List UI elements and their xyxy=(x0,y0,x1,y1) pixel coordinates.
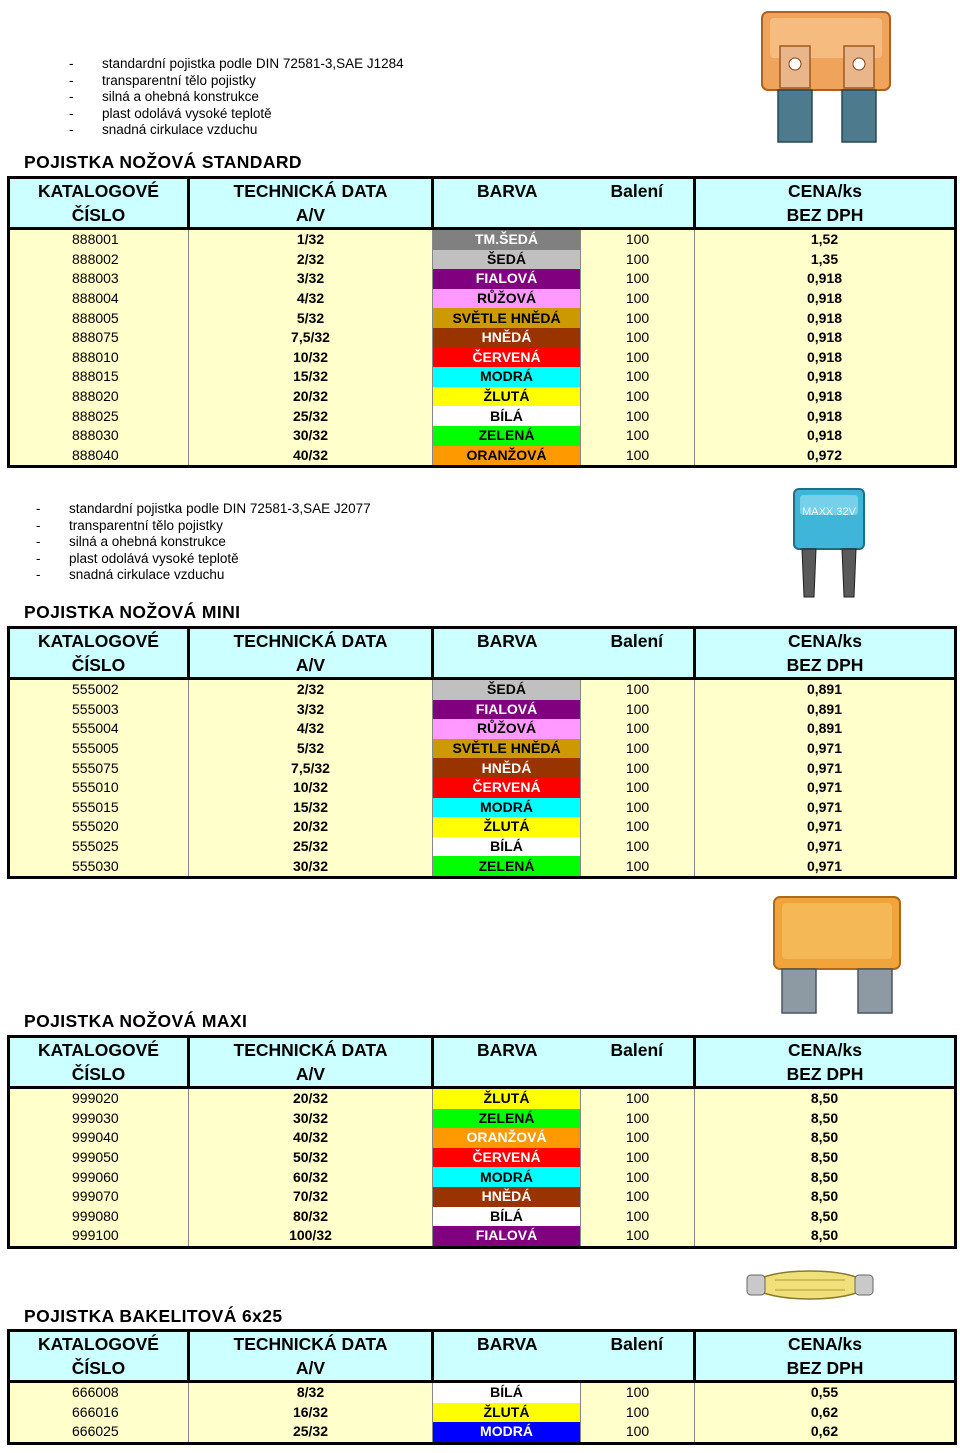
feature-list xyxy=(69,56,404,139)
header-technical: A/V xyxy=(189,1062,433,1088)
packing-cell: 100 xyxy=(581,348,695,368)
header-packing xyxy=(581,1062,695,1088)
catalog-number-cell: 888001 xyxy=(9,229,189,250)
catalog-number-cell: 888003 xyxy=(9,269,189,289)
price-cell: 0,918 xyxy=(695,406,956,426)
header-technical: A/V xyxy=(189,653,433,679)
header-color xyxy=(433,203,581,229)
catalog-number-cell: 555025 xyxy=(9,837,189,857)
color-cell: ČERVENÁ xyxy=(433,348,581,368)
header-catalog: ČÍSLO xyxy=(9,203,189,229)
table-row xyxy=(9,387,956,407)
color-cell: ZELENÁ xyxy=(433,1109,581,1129)
technical-data-cell: 20/32 xyxy=(189,387,433,407)
feature-item: - silná a ohebná konstrukce xyxy=(36,534,371,551)
feature-item: - snadná cirkulace vzduchu xyxy=(69,122,404,139)
color-cell: ŽLUTÁ xyxy=(433,387,581,407)
price-cell: 0,971 xyxy=(695,856,956,877)
technical-data-cell: 60/32 xyxy=(189,1167,433,1187)
header-row xyxy=(9,628,956,654)
price-cell: 8,50 xyxy=(695,1088,956,1109)
table-row xyxy=(9,1422,956,1443)
header-catalog: KATALOGOVÉ xyxy=(9,178,189,204)
header-catalog: KATALOGOVÉ xyxy=(9,628,189,654)
catalog-number-cell: 666008 xyxy=(9,1382,189,1403)
standard-blade-fuse-icon xyxy=(752,6,902,146)
header-row xyxy=(9,1356,956,1382)
header-color xyxy=(433,1356,581,1382)
technical-data-cell: 4/32 xyxy=(189,289,433,309)
catalog-number-cell: 555002 xyxy=(9,679,189,700)
price-cell: 0,891 xyxy=(695,719,956,739)
packing-cell: 100 xyxy=(581,1187,695,1207)
packing-cell: 100 xyxy=(581,856,695,877)
technical-data-cell: 80/32 xyxy=(189,1207,433,1227)
price-cell: 8,50 xyxy=(695,1207,956,1227)
technical-data-cell: 3/32 xyxy=(189,700,433,720)
color-cell: HNĚDÁ xyxy=(433,328,581,348)
packing-cell: 100 xyxy=(581,1148,695,1168)
feature-item: - plast odolává vysoké teplotě xyxy=(36,551,371,568)
color-cell: SVĚTLE HNĚDÁ xyxy=(433,308,581,328)
technical-data-cell: 25/32 xyxy=(189,837,433,857)
color-cell: BÍLÁ xyxy=(433,1207,581,1227)
catalog-number-cell: 888002 xyxy=(9,250,189,270)
feature-item: - standardní pojistka podle DIN 72581-3,SAE J1284 xyxy=(69,56,404,73)
section-title: POJISTKA NOŽOVÁ MAXI xyxy=(24,1011,248,1031)
table-row xyxy=(9,758,956,778)
color-cell: MODRÁ xyxy=(433,798,581,818)
price-cell: 0,971 xyxy=(695,817,956,837)
price-cell: 0,918 xyxy=(695,348,956,368)
packing-cell: 100 xyxy=(581,1128,695,1148)
technical-data-cell: 30/32 xyxy=(189,856,433,877)
header-technical: TECHNICKÁ DATA xyxy=(189,178,433,204)
header-row xyxy=(9,653,956,679)
packing-cell: 100 xyxy=(581,1167,695,1187)
table-row xyxy=(9,289,956,309)
price-cell: 0,918 xyxy=(695,269,956,289)
price-cell: 8,50 xyxy=(695,1226,956,1247)
catalog-number-cell: 888010 xyxy=(9,348,189,368)
table-row xyxy=(9,1226,956,1247)
price-cell: 8,50 xyxy=(695,1109,956,1129)
price-cell: 0,972 xyxy=(695,446,956,467)
catalog-number-cell: 999050 xyxy=(9,1148,189,1168)
price-cell: 0,918 xyxy=(695,289,956,309)
catalog-number-cell: 555030 xyxy=(9,856,189,877)
technical-data-cell: 2/32 xyxy=(189,679,433,700)
technical-data-cell: 15/32 xyxy=(189,367,433,387)
packing-cell: 100 xyxy=(581,817,695,837)
catalog-number-cell: 888020 xyxy=(9,387,189,407)
price-cell: 0,971 xyxy=(695,739,956,759)
color-cell: FIALOVÁ xyxy=(433,269,581,289)
table-row xyxy=(9,348,956,368)
header-packing: Balení xyxy=(581,178,695,204)
catalog-number-cell: 888005 xyxy=(9,308,189,328)
price-cell: 1,35 xyxy=(695,250,956,270)
catalog-number-cell: 666016 xyxy=(9,1403,189,1423)
table-row xyxy=(9,856,956,877)
table-row xyxy=(9,367,956,387)
section-title: POJISTKA BAKELITOVÁ 6x25 xyxy=(24,1306,283,1326)
catalog-number-cell: 999080 xyxy=(9,1207,189,1227)
header-catalog: ČÍSLO xyxy=(9,1062,189,1088)
technical-data-cell: 3/32 xyxy=(189,269,433,289)
technical-data-cell: 5/32 xyxy=(189,308,433,328)
table-row xyxy=(9,817,956,837)
header-packing: Balení xyxy=(581,1037,695,1063)
header-color: BARVA xyxy=(433,1331,581,1357)
header-color xyxy=(433,653,581,679)
packing-cell: 100 xyxy=(581,778,695,798)
header-row xyxy=(9,203,956,229)
packing-cell: 100 xyxy=(581,250,695,270)
color-cell: ŽLUTÁ xyxy=(433,1403,581,1423)
table-row xyxy=(9,229,956,250)
color-cell: RŮŽOVÁ xyxy=(433,719,581,739)
fuse-label-maxx: MAXX 32V xyxy=(802,506,856,518)
color-cell: BÍLÁ xyxy=(433,837,581,857)
catalog-number-cell: 999020 xyxy=(9,1088,189,1109)
section-title: POJISTKA NOŽOVÁ MINI xyxy=(24,602,241,622)
price-cell: 8,50 xyxy=(695,1148,956,1168)
header-price: BEZ DPH xyxy=(695,1062,956,1088)
price-cell: 0,971 xyxy=(695,798,956,818)
header-technical: TECHNICKÁ DATA xyxy=(189,628,433,654)
header-price: BEZ DPH xyxy=(695,203,956,229)
table-row xyxy=(9,406,956,426)
header-price: BEZ DPH xyxy=(695,653,956,679)
header-packing xyxy=(581,1356,695,1382)
mini-blade-fuse-icon xyxy=(786,485,872,601)
packing-cell: 100 xyxy=(581,446,695,467)
table-row xyxy=(9,328,956,348)
technical-data-cell: 25/32 xyxy=(189,1422,433,1443)
technical-data-cell: 8/32 xyxy=(189,1382,433,1403)
packing-cell: 100 xyxy=(581,1382,695,1403)
table-row xyxy=(9,700,956,720)
header-row xyxy=(9,1331,956,1357)
header-row xyxy=(9,1037,956,1063)
packing-cell: 100 xyxy=(581,229,695,250)
header-price: BEZ DPH xyxy=(695,1356,956,1382)
technical-data-cell: 70/32 xyxy=(189,1187,433,1207)
color-cell: BÍLÁ xyxy=(433,1382,581,1403)
technical-data-cell: 16/32 xyxy=(189,1403,433,1423)
catalog-number-cell: 888040 xyxy=(9,446,189,467)
color-cell: ŠEDÁ xyxy=(433,679,581,700)
color-cell: TM.ŠEDÁ xyxy=(433,229,581,250)
packing-cell: 100 xyxy=(581,1422,695,1443)
header-technical: A/V xyxy=(189,1356,433,1382)
table-row xyxy=(9,719,956,739)
price-cell: 0,918 xyxy=(695,367,956,387)
bakelite-fuse-icon xyxy=(743,1262,877,1308)
feature-item: - plast odolává vysoké teplotě xyxy=(69,106,404,123)
catalog-number-cell: 888015 xyxy=(9,367,189,387)
table-row xyxy=(9,1109,956,1129)
packing-cell: 100 xyxy=(581,1403,695,1423)
table-row xyxy=(9,739,956,759)
table-row xyxy=(9,1403,956,1423)
header-color xyxy=(433,1062,581,1088)
header-packing: Balení xyxy=(581,628,695,654)
feature-list xyxy=(36,501,371,584)
price-cell: 0,62 xyxy=(695,1403,956,1423)
price-cell: 0,891 xyxy=(695,700,956,720)
technical-data-cell: 7,5/32 xyxy=(189,328,433,348)
catalog-number-cell: 888025 xyxy=(9,406,189,426)
packing-cell: 100 xyxy=(581,837,695,857)
header-color: BARVA xyxy=(433,178,581,204)
catalog-number-cell: 666025 xyxy=(9,1422,189,1443)
price-cell: 0,891 xyxy=(695,679,956,700)
color-cell: MODRÁ xyxy=(433,367,581,387)
table-row xyxy=(9,1088,956,1109)
price-table xyxy=(7,176,957,468)
packing-cell: 100 xyxy=(581,1226,695,1247)
catalog-number-cell: 555010 xyxy=(9,778,189,798)
color-cell: ČERVENÁ xyxy=(433,778,581,798)
price-cell: 8,50 xyxy=(695,1187,956,1207)
technical-data-cell: 40/32 xyxy=(189,1128,433,1148)
price-cell: 0,918 xyxy=(695,387,956,407)
packing-cell: 100 xyxy=(581,700,695,720)
catalog-number-cell: 999100 xyxy=(9,1226,189,1247)
price-cell: 0,918 xyxy=(695,426,956,446)
catalog-number-cell: 555075 xyxy=(9,758,189,778)
header-row xyxy=(9,178,956,204)
header-catalog: KATALOGOVÉ xyxy=(9,1037,189,1063)
packing-cell: 100 xyxy=(581,1207,695,1227)
header-catalog: KATALOGOVÉ xyxy=(9,1331,189,1357)
packing-cell: 100 xyxy=(581,1088,695,1109)
packing-cell: 100 xyxy=(581,269,695,289)
header-price: CENA/ks xyxy=(695,178,956,204)
packing-cell: 100 xyxy=(581,1109,695,1129)
price-cell: 0,62 xyxy=(695,1422,956,1443)
technical-data-cell: 10/32 xyxy=(189,348,433,368)
header-technical: TECHNICKÁ DATA xyxy=(189,1331,433,1357)
table-row xyxy=(9,1382,956,1403)
technical-data-cell: 1/32 xyxy=(189,229,433,250)
header-price: CENA/ks xyxy=(695,1037,956,1063)
table-row xyxy=(9,1167,956,1187)
technical-data-cell: 30/32 xyxy=(189,426,433,446)
table-row xyxy=(9,308,956,328)
table-row xyxy=(9,269,956,289)
header-catalog: ČÍSLO xyxy=(9,653,189,679)
technical-data-cell: 100/32 xyxy=(189,1226,433,1247)
color-cell: FIALOVÁ xyxy=(433,1226,581,1247)
table-row xyxy=(9,778,956,798)
color-cell: RŮŽOVÁ xyxy=(433,289,581,309)
catalog-number-cell: 999070 xyxy=(9,1187,189,1207)
feature-item: - standardní pojistka podle DIN 72581-3,SAE J2077 xyxy=(36,501,371,518)
color-cell: HNĚDÁ xyxy=(433,1187,581,1207)
feature-item: - transparentní tělo pojistky xyxy=(36,518,371,535)
color-cell: MODRÁ xyxy=(433,1167,581,1187)
technical-data-cell: 5/32 xyxy=(189,739,433,759)
technical-data-cell: 15/32 xyxy=(189,798,433,818)
packing-cell: 100 xyxy=(581,308,695,328)
header-color: BARVA xyxy=(433,628,581,654)
header-price: CENA/ks xyxy=(695,628,956,654)
price-table xyxy=(7,626,957,879)
technical-data-cell: 10/32 xyxy=(189,778,433,798)
packing-cell: 100 xyxy=(581,679,695,700)
packing-cell: 100 xyxy=(581,719,695,739)
catalog-number-cell: 888075 xyxy=(9,328,189,348)
color-cell: HNĚDÁ xyxy=(433,758,581,778)
table-row xyxy=(9,250,956,270)
technical-data-cell: 25/32 xyxy=(189,406,433,426)
price-cell: 0,971 xyxy=(695,778,956,798)
price-cell: 0,918 xyxy=(695,328,956,348)
table-row xyxy=(9,426,956,446)
catalog-number-cell: 555004 xyxy=(9,719,189,739)
packing-cell: 100 xyxy=(581,426,695,446)
color-cell: FIALOVÁ xyxy=(433,700,581,720)
color-cell: BÍLÁ xyxy=(433,406,581,426)
technical-data-cell: 20/32 xyxy=(189,817,433,837)
price-cell: 0,55 xyxy=(695,1382,956,1403)
color-cell: ČERVENÁ xyxy=(433,1148,581,1168)
feature-item: - snadná cirkulace vzduchu xyxy=(36,567,371,584)
header-packing xyxy=(581,653,695,679)
color-cell: ZELENÁ xyxy=(433,426,581,446)
catalog-number-cell: 555003 xyxy=(9,700,189,720)
table-row xyxy=(9,798,956,818)
section-title: POJISTKA NOŽOVÁ STANDARD xyxy=(24,152,302,172)
table-row xyxy=(9,679,956,700)
color-cell: SVĚTLE HNĚDÁ xyxy=(433,739,581,759)
feature-item: - silná a ohebná konstrukce xyxy=(69,89,404,106)
technical-data-cell: 4/32 xyxy=(189,719,433,739)
table-row xyxy=(9,1187,956,1207)
header-catalog: ČÍSLO xyxy=(9,1356,189,1382)
packing-cell: 100 xyxy=(581,289,695,309)
color-cell: ORANŽOVÁ xyxy=(433,446,581,467)
catalog-number-cell: 999040 xyxy=(9,1128,189,1148)
catalog-number-cell: 888004 xyxy=(9,289,189,309)
technical-data-cell: 2/32 xyxy=(189,250,433,270)
price-cell: 8,50 xyxy=(695,1128,956,1148)
catalog-number-cell: 999030 xyxy=(9,1109,189,1129)
catalog-number-cell: 888030 xyxy=(9,426,189,446)
packing-cell: 100 xyxy=(581,367,695,387)
catalog-number-cell: 555015 xyxy=(9,798,189,818)
price-table xyxy=(7,1035,957,1249)
table-row xyxy=(9,1207,956,1227)
technical-data-cell: 20/32 xyxy=(189,1088,433,1109)
header-price: CENA/ks xyxy=(695,1331,956,1357)
price-cell: 0,918 xyxy=(695,308,956,328)
technical-data-cell: 30/32 xyxy=(189,1109,433,1129)
catalog-number-cell: 555005 xyxy=(9,739,189,759)
header-packing xyxy=(581,203,695,229)
header-packing: Balení xyxy=(581,1331,695,1357)
technical-data-cell: 40/32 xyxy=(189,446,433,467)
catalog-number-cell: 999060 xyxy=(9,1167,189,1187)
color-cell: ŠEDÁ xyxy=(433,250,581,270)
packing-cell: 100 xyxy=(581,798,695,818)
packing-cell: 100 xyxy=(581,739,695,759)
price-table xyxy=(7,1329,957,1445)
color-cell: ZELENÁ xyxy=(433,856,581,877)
price-cell: 0,971 xyxy=(695,837,956,857)
packing-cell: 100 xyxy=(581,406,695,426)
table-row xyxy=(9,1128,956,1148)
color-cell: ORANŽOVÁ xyxy=(433,1128,581,1148)
feature-item: - transparentní tělo pojistky xyxy=(69,73,404,90)
packing-cell: 100 xyxy=(581,387,695,407)
color-cell: ŽLUTÁ xyxy=(433,817,581,837)
maxi-blade-fuse-icon xyxy=(770,893,904,1015)
header-technical: A/V xyxy=(189,203,433,229)
price-cell: 0,971 xyxy=(695,758,956,778)
table-row xyxy=(9,837,956,857)
technical-data-cell: 7,5/32 xyxy=(189,758,433,778)
price-cell: 8,50 xyxy=(695,1167,956,1187)
price-cell: 1,52 xyxy=(695,229,956,250)
color-cell: ŽLUTÁ xyxy=(433,1088,581,1109)
technical-data-cell: 50/32 xyxy=(189,1148,433,1168)
header-row xyxy=(9,1062,956,1088)
packing-cell: 100 xyxy=(581,758,695,778)
header-technical: TECHNICKÁ DATA xyxy=(189,1037,433,1063)
color-cell: MODRÁ xyxy=(433,1422,581,1443)
packing-cell: 100 xyxy=(581,328,695,348)
table-row xyxy=(9,446,956,467)
table-row xyxy=(9,1148,956,1168)
catalog-number-cell: 555020 xyxy=(9,817,189,837)
header-color: BARVA xyxy=(433,1037,581,1063)
